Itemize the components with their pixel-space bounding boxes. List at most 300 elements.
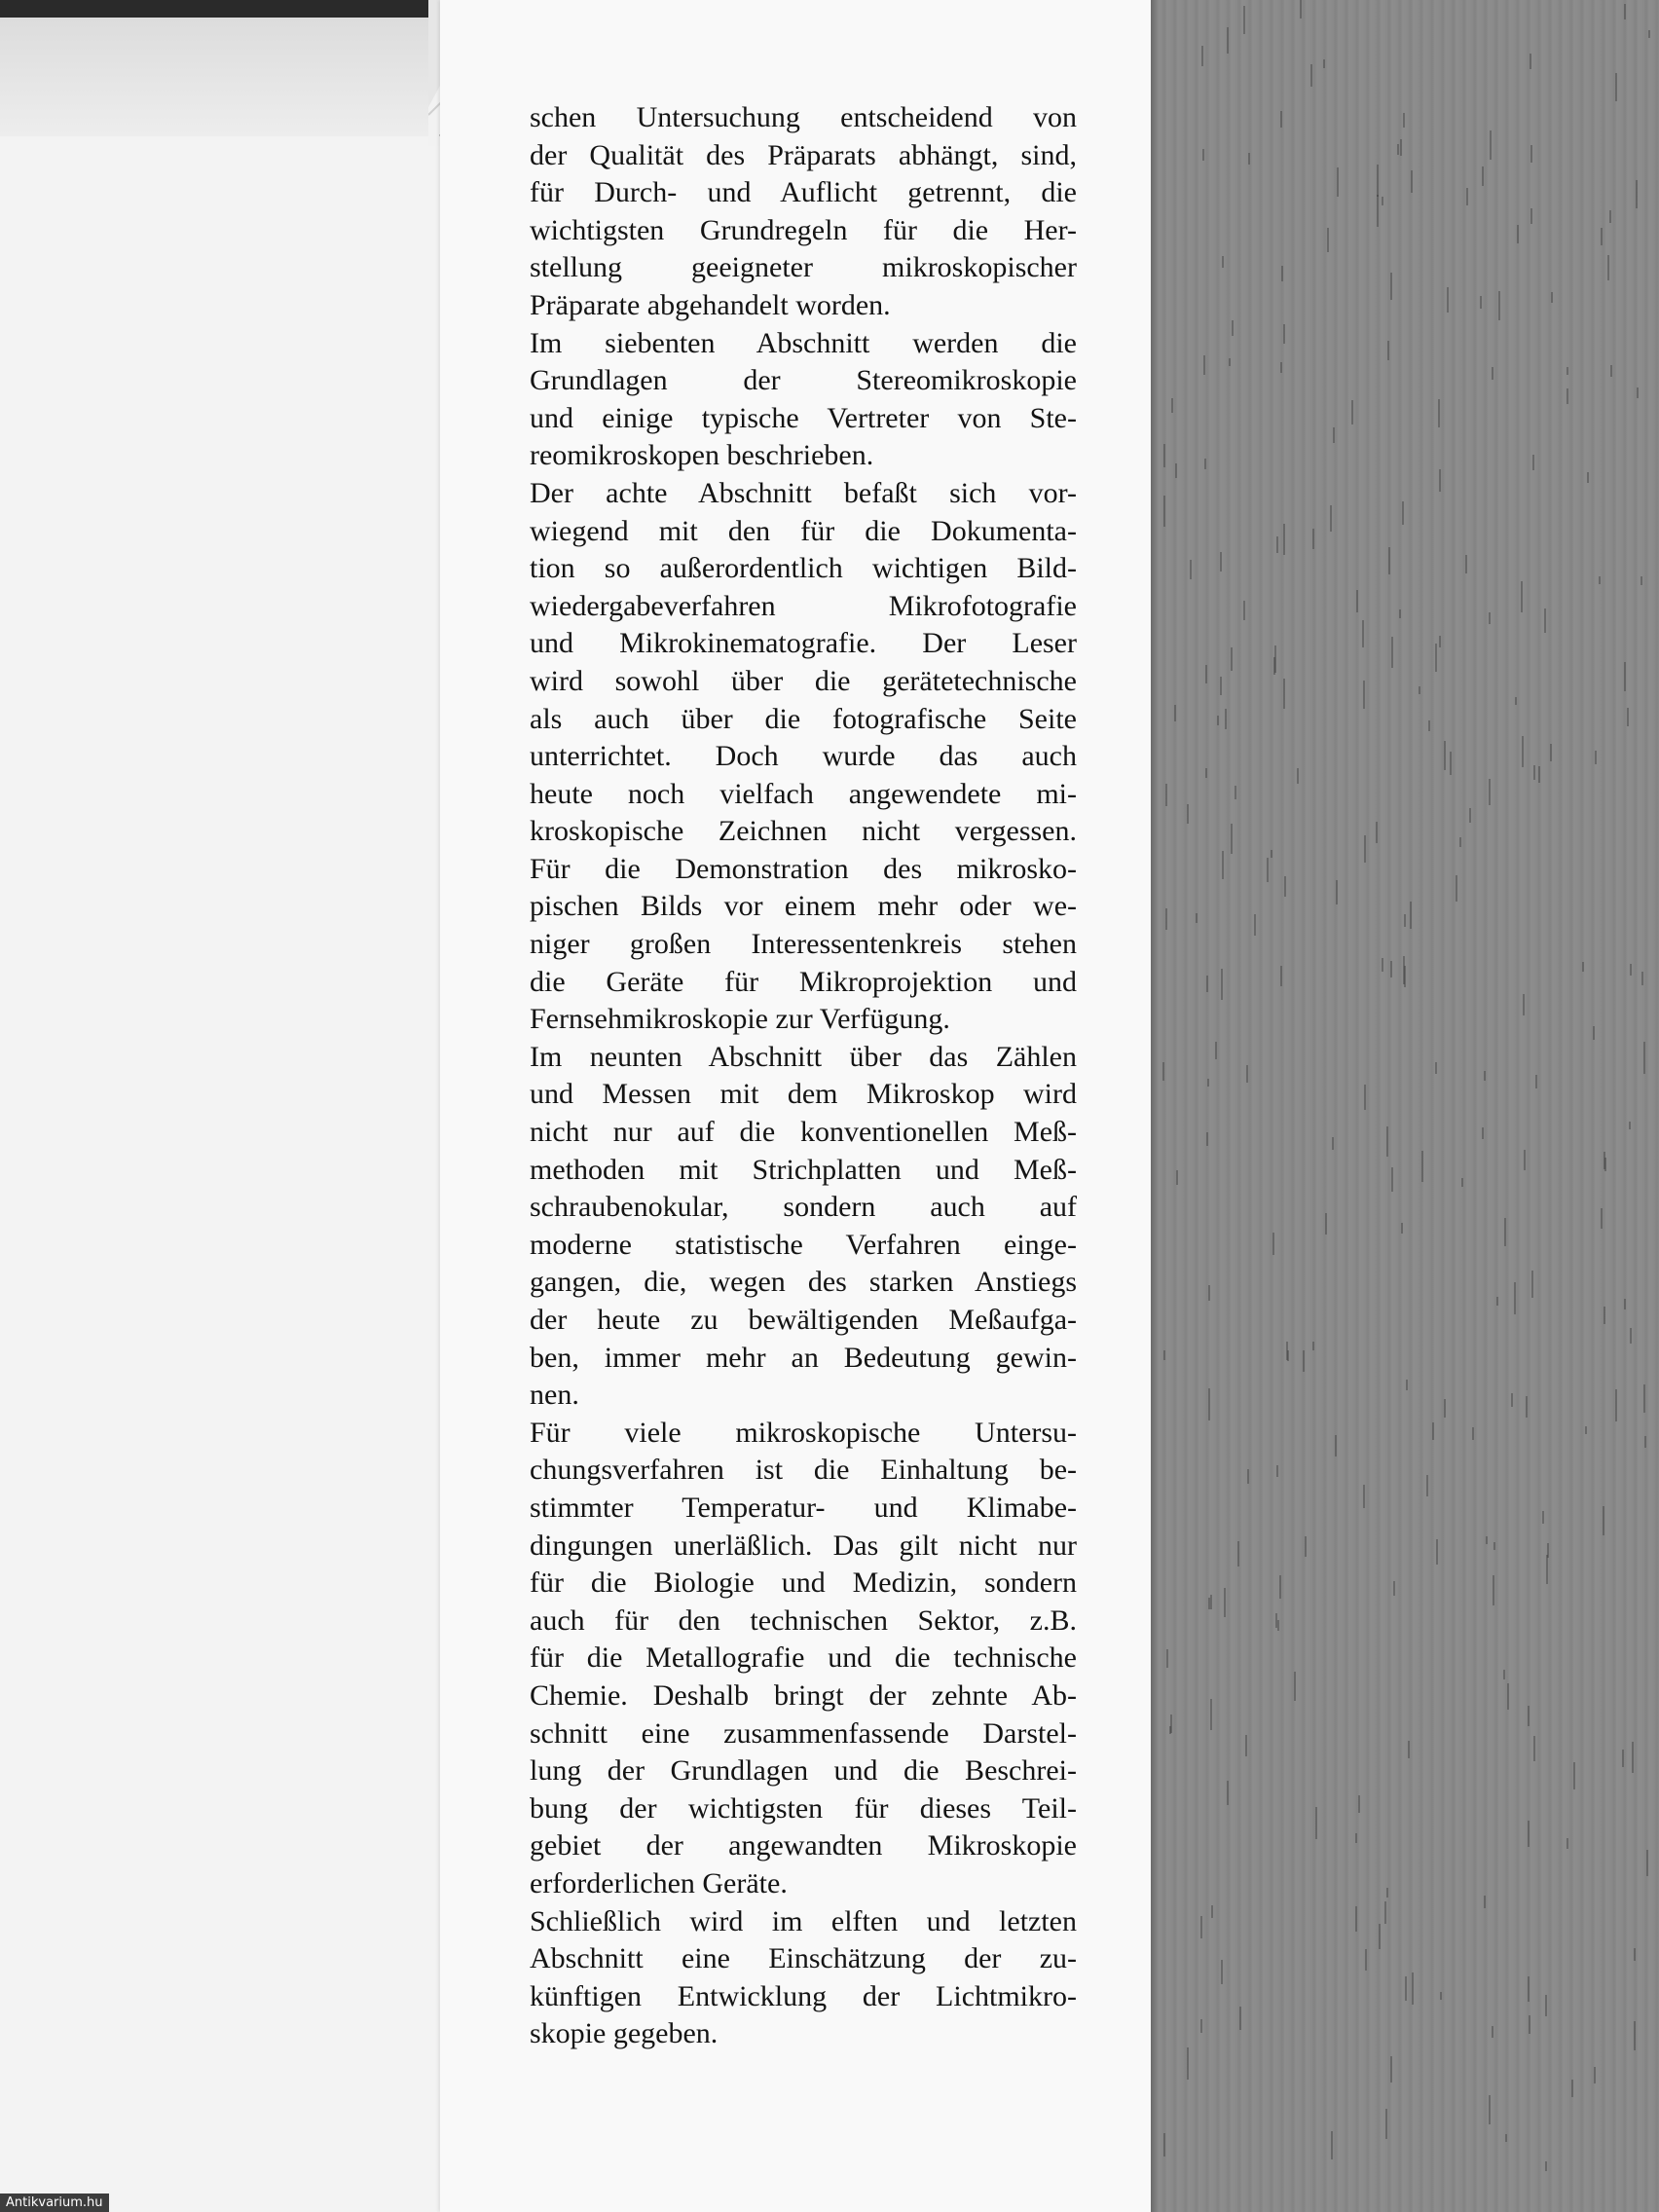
- wood-grain-mark: [1210, 1595, 1212, 1609]
- wood-grain-mark: [1428, 720, 1430, 731]
- wood-grain-mark: [1174, 705, 1176, 721]
- wood-grain-mark: [1615, 73, 1617, 101]
- text-line: chungsverfahren ist die Einhaltung be-: [530, 1454, 1077, 1487]
- wood-grain-mark: [1521, 581, 1523, 612]
- wood-grain-mark: [1217, 716, 1219, 725]
- wood-grain-mark: [1283, 324, 1285, 344]
- text-line: schen Untersuchung entscheidend von: [530, 101, 1077, 133]
- text-line: schnitt eine zusammenfassende Darstel-: [530, 1716, 1077, 1750]
- text-line: für die Metallografie und die technische: [530, 1641, 1077, 1675]
- wood-grain-mark: [1210, 1699, 1212, 1730]
- wood-grain-mark: [1171, 398, 1173, 413]
- wood-grain-mark: [1436, 1539, 1438, 1565]
- text-line: gangen, die, wegen des starken Anstiegs: [530, 1266, 1077, 1299]
- wood-grain-mark: [1284, 876, 1286, 897]
- wood-grain-mark: [1248, 153, 1250, 165]
- wood-grain-mark: [1391, 1167, 1393, 1192]
- wood-grain-mark: [1486, 1536, 1488, 1544]
- wood-grain-mark: [1622, 1750, 1624, 1767]
- wood-grain-mark: [1382, 197, 1383, 205]
- wood-grain-mark: [1390, 2056, 1392, 2083]
- wood-grain-mark: [1582, 962, 1584, 972]
- wood-grain-mark: [1567, 388, 1568, 404]
- wood-grain-mark: [1542, 1511, 1544, 1524]
- wood-grain-mark: [1469, 808, 1471, 823]
- wood-grain-mark: [1404, 966, 1406, 987]
- paragraph: [530, 325, 1077, 475]
- wood-grain-mark: [1607, 255, 1609, 280]
- wood-grain-mark: [1402, 501, 1404, 525]
- wood-grain-mark: [1231, 824, 1233, 854]
- wood-grain-mark: [1221, 1960, 1223, 1984]
- wood-grain-mark: [1629, 1122, 1631, 1129]
- wood-grain-mark: [1221, 969, 1223, 1000]
- text-line: stimmter Temperatur- und Klimabe-: [530, 1491, 1077, 1524]
- wood-grain-mark: [1601, 1208, 1603, 1229]
- wood-grain-mark: [1203, 355, 1205, 375]
- wood-grain-mark: [1630, 1328, 1632, 1344]
- wood-grain-mark: [1466, 188, 1468, 205]
- wood-grain-mark: [1450, 752, 1452, 775]
- wood-grain-mark: [1411, 170, 1413, 193]
- wood-grain-mark: [1444, 741, 1446, 770]
- wood-grain-mark: [1243, 6, 1245, 34]
- wood-grain-mark: [1641, 972, 1643, 985]
- text-line: Im neunten Abschnitt über das Zählen: [530, 1040, 1077, 1073]
- wood-grain-mark: [1447, 287, 1449, 313]
- wood-grain-mark: [1355, 1833, 1357, 1843]
- text-line: Im siebenten Abschnitt werden die: [530, 326, 1077, 359]
- wood-grain-mark: [1551, 292, 1553, 303]
- wood-grain-mark: [1401, 1223, 1403, 1234]
- wood-grain-mark: [1386, 1126, 1388, 1157]
- wood-grain-mark: [1403, 113, 1405, 128]
- text-line: und einige typische Vertreter von Ste-: [530, 401, 1077, 434]
- body-text: [530, 99, 1077, 2053]
- wood-grain-mark: [1163, 1350, 1165, 1360]
- text-line: kroskopische Zeichnen nicht vergessen.: [530, 815, 1077, 848]
- wood-grain-mark: [1204, 459, 1206, 469]
- paragraph: [530, 1039, 1077, 1415]
- wood-grain-mark: [1648, 30, 1650, 38]
- wood-grain-mark: [1610, 365, 1612, 377]
- text-line: künftigen Entwicklung der Lichtmikro-: [530, 1979, 1077, 2012]
- wood-grain-mark: [1331, 2131, 1333, 2159]
- wood-grain-mark: [1530, 208, 1532, 224]
- wood-grain-mark: [1358, 1795, 1360, 1813]
- wood-grain-mark: [1165, 784, 1167, 806]
- wood-grain-mark: [1482, 166, 1484, 186]
- wood-grain-mark: [1646, 1850, 1648, 1876]
- wood-grain-mark: [1200, 2019, 1202, 2033]
- wood-grain-mark: [1220, 552, 1222, 571]
- wood-grain-mark: [1323, 59, 1325, 68]
- text-line: und Messen mit dem Mikroskop wird: [530, 1078, 1077, 1111]
- wood-grain-mark: [1498, 291, 1500, 320]
- wood-grain-mark: [1587, 472, 1589, 483]
- wood-grain-mark: [1419, 686, 1420, 694]
- wood-grain-mark: [1643, 1042, 1645, 1074]
- wood-grain-mark: [1356, 590, 1358, 612]
- wood-grain-mark: [1239, 2007, 1241, 2030]
- text-line: schraubenokular, sondern auch auf: [530, 1191, 1077, 1224]
- paragraph: [530, 475, 1077, 1039]
- wood-grain-mark: [1489, 779, 1491, 805]
- wood-grain-mark: [1482, 1127, 1484, 1139]
- text-line: reomikroskopen beschrieben.: [530, 439, 874, 472]
- wood-grain-mark: [1196, 913, 1198, 923]
- text-line: die Geräte für Mikroprojektion und: [530, 965, 1077, 998]
- wood-grain-mark: [1277, 1620, 1279, 1631]
- wood-grain-mark: [1276, 1465, 1278, 1477]
- wood-grain-mark: [1535, 1075, 1537, 1088]
- wood-grain-mark: [1388, 547, 1390, 574]
- wood-grain-mark: [1604, 1307, 1605, 1324]
- wood-grain-mark: [1393, 1581, 1395, 1596]
- text-line: Präparate abgehandelt worden.: [530, 288, 891, 321]
- wood-grain-mark: [1364, 835, 1366, 863]
- text-line: gebiet der angewandten Mikroskopie: [530, 1829, 1077, 1862]
- text-line: heute noch vielfach angewendete mi-: [530, 777, 1077, 810]
- wood-grain-mark: [1641, 576, 1642, 585]
- paragraph: [530, 99, 1077, 325]
- wood-grain-mark: [1220, 677, 1222, 695]
- wood-grain-mark: [1593, 1026, 1595, 1040]
- wood-grain-mark: [1362, 620, 1364, 647]
- wood-grain-mark: [1627, 708, 1629, 726]
- wood-grain-mark: [1480, 296, 1482, 309]
- wood-grain-mark: [1538, 766, 1540, 783]
- text-line: für die Biologie und Medizin, sondern: [530, 1567, 1077, 1600]
- wood-grain-mark: [1522, 736, 1524, 767]
- text-line: pischen Bilds vor einem mehr oder we-: [530, 890, 1077, 923]
- wood-grain-mark: [1511, 1393, 1513, 1407]
- wood-grain-mark: [1235, 786, 1236, 799]
- text-line: moderne statistische Verfahren einge-: [530, 1228, 1077, 1261]
- text-line: und Mikrokinematografie. Der Leser: [530, 627, 1077, 660]
- wood-grain-mark: [1310, 64, 1312, 87]
- page-shadow-band: [0, 18, 458, 142]
- wood-grain-mark: [1280, 362, 1282, 373]
- paragraph: [530, 1415, 1077, 1903]
- wood-grain-mark: [1599, 576, 1601, 584]
- wood-grain-mark: [1211, 1905, 1213, 1918]
- wood-grain-mark: [1405, 1976, 1407, 2001]
- wood-grain-mark: [1336, 880, 1338, 904]
- wood-grain-mark: [1390, 961, 1392, 977]
- wood-grain-mark: [1503, 1670, 1505, 1679]
- wood-grain-mark: [1272, 1233, 1274, 1255]
- text-line: tion so außerordentlich wichtigen Bild-: [530, 552, 1077, 585]
- text-line: der heute zu bewältigenden Meßaufga-: [530, 1304, 1077, 1336]
- text-line: skopie gegeben.: [530, 2017, 719, 2050]
- wood-grain-mark: [1432, 1422, 1434, 1440]
- wood-grain-mark: [1507, 1683, 1509, 1710]
- text-line: bung der wichtigsten für dieses Teil-: [530, 1791, 1077, 1825]
- text-line: wiedergabeverfahren Mikrofotografie: [530, 589, 1077, 622]
- wood-grain-mark: [1243, 601, 1245, 620]
- wood-grain-mark: [1532, 455, 1534, 470]
- wood-grain-mark: [1400, 139, 1402, 156]
- wood-grain-mark: [1492, 367, 1493, 380]
- wood-grain-mark: [1643, 1384, 1645, 1413]
- wood-grain-mark: [1222, 851, 1224, 879]
- wood-grain-mark: [1166, 1649, 1168, 1668]
- wood-grain-mark: [1528, 1976, 1530, 2002]
- wood-grain-mark: [1514, 1282, 1516, 1314]
- wood-grain-mark: [1162, 1062, 1164, 1081]
- wood-grain-mark: [1215, 1042, 1217, 1059]
- wood-grain-mark: [1493, 1575, 1494, 1605]
- wood-grain-mark: [1364, 1085, 1366, 1110]
- wood-grain-mark: [1202, 149, 1204, 161]
- wood-grain-mark: [1312, 529, 1314, 549]
- wood-grain-mark: [1332, 1137, 1334, 1150]
- wood-grain-mark: [1384, 1901, 1386, 1924]
- wood-grain-mark: [1363, 681, 1365, 709]
- wood-grain-mark: [1426, 1475, 1428, 1496]
- wood-grain-mark: [1276, 536, 1278, 553]
- wood-grain-mark: [1208, 1285, 1210, 1301]
- wood-grain-mark: [1254, 914, 1256, 936]
- wood-grain-mark: [1377, 195, 1379, 227]
- wood-grain-mark: [1594, 2067, 1596, 2083]
- text-line: Für die Demonstration des mikrosko-: [530, 852, 1077, 885]
- wood-grain-mark: [1303, 1350, 1305, 1372]
- wood-grain-mark: [1377, 165, 1379, 197]
- wood-grain-mark: [1273, 657, 1275, 675]
- wood-grain-mark: [1567, 367, 1568, 375]
- wood-grain-mark: [1435, 644, 1437, 672]
- wood-grain-mark: [1225, 709, 1227, 729]
- wood-grain-mark: [1175, 463, 1177, 478]
- wood-grain-mark: [1275, 1613, 1277, 1628]
- wood-grain-mark: [1237, 1541, 1239, 1567]
- text-line: ben, immer mehr an Bedeutung gewin-: [530, 1341, 1077, 1374]
- wood-grain-mark: [1245, 1735, 1247, 1756]
- wood-grain-mark: [1315, 1807, 1317, 1839]
- text-line: der Qualität des Präparats abhängt, sind,: [530, 138, 1077, 171]
- wood-grain-mark: [1530, 145, 1532, 163]
- wood-grain-mark: [1391, 637, 1393, 668]
- wood-grain-mark: [1229, 358, 1231, 366]
- wood-grain-mark: [1632, 1742, 1634, 1773]
- wood-grain-mark: [1634, 1948, 1636, 1961]
- wood-grain-mark: [1604, 1158, 1606, 1171]
- wood-grain-mark: [1232, 320, 1234, 336]
- wood-grain-mark: [1283, 679, 1285, 709]
- wood-grain-mark: [1644, 1436, 1646, 1448]
- wood-grain-mark: [1459, 837, 1461, 847]
- wood-grain-mark: [1300, 0, 1302, 18]
- wood-grain-mark: [1439, 636, 1441, 647]
- wood-grain-mark: [1496, 1297, 1498, 1306]
- wood-grain-mark: [1636, 180, 1638, 208]
- wood-grain-mark: [1267, 858, 1269, 882]
- text-line: erforderlichen Geräte.: [530, 1866, 788, 1899]
- text-line: Schließlich wird im elften und letzten: [530, 1904, 1077, 1937]
- wood-grain-mark: [1533, 1736, 1535, 1761]
- wood-grain-mark: [1444, 1399, 1446, 1418]
- wood-grain-mark: [1176, 1170, 1178, 1185]
- wood-grain-mark: [1412, 1972, 1414, 2005]
- wood-grain-mark: [1163, 444, 1165, 467]
- text-line: wiegend mit den für die Dokumenta-: [530, 514, 1077, 547]
- wood-grain-mark: [1227, 1781, 1229, 1805]
- wood-grain-mark: [1200, 1916, 1202, 1938]
- text-line: niger großen Interessentenkreis stehen: [530, 928, 1077, 961]
- text-line: nen.: [530, 1379, 579, 1412]
- text-line: dingungen unerläßlich. Das gilt nicht nur: [530, 1529, 1077, 1562]
- wood-grain-mark: [1624, 1299, 1626, 1309]
- wood-grain-mark: [1492, 2026, 1493, 2038]
- wood-grain-mark: [1385, 2109, 1387, 2139]
- wood-grain-mark: [1208, 1388, 1210, 1420]
- text-line: nicht nur auf die konventionellen Meß-: [530, 1116, 1077, 1149]
- left-page-sheet: [0, 136, 441, 2212]
- wood-grain-mark: [1609, 210, 1611, 223]
- wood-grain-mark: [1281, 266, 1283, 281]
- wood-grain-mark: [1461, 1178, 1463, 1187]
- wood-grain-mark: [1439, 469, 1441, 492]
- wood-grain-mark: [1279, 1575, 1281, 1599]
- paragraph: [530, 1903, 1077, 2053]
- wood-grain-mark: [1227, 27, 1229, 54]
- wood-grain-mark: [1567, 1838, 1568, 1849]
- wood-grain-mark: [1624, 662, 1626, 691]
- wood-grain-mark: [1595, 751, 1597, 764]
- wood-grain-mark: [1387, 341, 1389, 360]
- wood-grain-mark: [1615, 1389, 1617, 1421]
- wood-grain-mark: [1634, 2021, 1636, 2050]
- wood-grain-mark: [1205, 665, 1207, 683]
- wood-grain-mark: [1280, 111, 1282, 128]
- wood-grain-mark: [1201, 46, 1203, 66]
- wood-grain-mark: [1504, 1218, 1506, 1246]
- wood-grain-mark: [1528, 1821, 1530, 1847]
- wood-grain-mark: [1524, 1150, 1526, 1170]
- wood-grain-mark: [1206, 1132, 1208, 1146]
- wood-grain-mark: [1330, 505, 1332, 532]
- wood-grain-mark: [1472, 1427, 1474, 1440]
- wood-grain-mark: [1404, 914, 1406, 927]
- wood-grain-mark: [1465, 555, 1467, 573]
- wood-grain-mark: [1630, 964, 1632, 976]
- wood-grain-mark: [1421, 1151, 1423, 1182]
- wood-grain-mark: [1390, 273, 1392, 300]
- wood-grain-mark: [1382, 958, 1383, 972]
- wood-grain-mark: [1287, 1350, 1289, 1361]
- text-line: methoden mit Strichplatten und Meß-: [530, 1153, 1077, 1186]
- wood-grain-mark: [1546, 1555, 1548, 1584]
- wood-grain-mark: [1637, 387, 1639, 398]
- text-line: lung der Grundlagen und die Beschrei-: [530, 1754, 1077, 1788]
- wood-grain-mark: [1585, 1426, 1587, 1434]
- wood-grain-mark: [1505, 2134, 1507, 2142]
- wood-grain-mark: [1379, 1924, 1381, 1949]
- wood-grain-mark: [1515, 697, 1517, 705]
- wood-grain-mark: [1305, 1536, 1307, 1557]
- wood-grain-mark: [1280, 966, 1282, 986]
- wood-grain-mark: [1206, 976, 1208, 992]
- wood-grain-mark: [1490, 130, 1492, 160]
- text-line: für Durch- und Auflicht getrennt, die: [530, 176, 1077, 209]
- text-line: Chemie. Deshalb bringt der zehnte Ab-: [530, 1678, 1077, 1712]
- wood-grain-mark: [1545, 2161, 1547, 2171]
- wood-grain-mark: [1363, 1485, 1365, 1508]
- wood-grain-mark: [1571, 2080, 1573, 2097]
- wood-grain-mark: [1222, 256, 1224, 268]
- wood-grain-mark: [1544, 608, 1546, 633]
- wood-grain-mark: [1169, 1726, 1171, 1734]
- wood-grain-mark: [1335, 1435, 1337, 1456]
- wood-grain-mark: [1247, 1469, 1249, 1484]
- wood-grain-mark: [1187, 804, 1189, 824]
- wood-grain-mark: [1484, 1896, 1486, 1908]
- wood-grain-mark: [1327, 228, 1329, 252]
- text-line: Der achte Abschnitt befaßt sich vor-: [530, 476, 1077, 509]
- wood-grain-mark: [1438, 399, 1440, 427]
- wooden-background: [1151, 0, 1659, 2212]
- wood-grain-mark: [1297, 768, 1299, 784]
- wood-grain-mark: [1550, 744, 1552, 761]
- wood-grain-mark: [1205, 768, 1207, 778]
- wood-grain-mark: [1601, 228, 1603, 245]
- text-line: auch für den technischen Sektor, z.B.: [530, 1604, 1077, 1637]
- wood-grain-mark: [1517, 225, 1519, 243]
- watermark: Antikvarium.hu: [0, 2194, 109, 2212]
- wood-grain-mark: [1165, 908, 1167, 930]
- wood-grain-mark: [1531, 1271, 1533, 1298]
- wood-grain-mark: [1294, 1672, 1296, 1701]
- text-line: Grundlagen der Stereomikroskopie: [530, 364, 1077, 397]
- wood-grain-mark: [1231, 647, 1233, 671]
- wood-grain-mark: [1573, 1762, 1575, 1789]
- wood-grain-mark: [1489, 2095, 1491, 2124]
- wood-grain-mark: [1399, 609, 1401, 618]
- wood-grain-mark: [1246, 1065, 1248, 1083]
- wood-grain-mark: [1337, 167, 1339, 197]
- wood-grain-mark: [1523, 994, 1525, 1015]
- wood-grain-mark: [1529, 2015, 1530, 2034]
- text-line: wird sowohl über die gerätetechnische: [530, 664, 1077, 697]
- wood-grain-mark: [1545, 1995, 1547, 2016]
- wood-grain-mark: [1163, 496, 1165, 527]
- wood-grain-mark: [1406, 1380, 1408, 1390]
- text-line: Abschnitt eine Einschätzung der zu-: [530, 1942, 1077, 1975]
- wood-grain-mark: [1528, 1706, 1530, 1726]
- wood-grain-mark: [1224, 1588, 1226, 1617]
- text-line: Für viele mikroskopische Untersu-: [530, 1416, 1077, 1449]
- text-line: stellung geeigneter mikroskopischer: [530, 251, 1077, 284]
- wood-grain-mark: [1365, 1949, 1367, 1971]
- wood-grain-mark: [1489, 612, 1491, 624]
- wood-grain-mark: [1397, 144, 1399, 155]
- text-line: Fernsehmikroskopie zur Verfügung.: [530, 1003, 950, 1036]
- wood-grain-mark: [1207, 1079, 1209, 1087]
- wood-grain-mark: [1408, 1741, 1410, 1758]
- wood-grain-mark: [1484, 1071, 1486, 1081]
- wood-grain-mark: [1333, 427, 1335, 443]
- wood-grain-mark: [1351, 400, 1353, 424]
- text-line: wichtigsten Grundregeln für die Her-: [530, 213, 1077, 246]
- wood-grain-mark: [1456, 875, 1457, 902]
- wood-grain-mark: [1410, 902, 1412, 929]
- wood-grain-mark: [1190, 560, 1192, 579]
- text-line: als auch über die fotografische Seite: [530, 702, 1077, 735]
- wood-grain-mark: [1440, 1992, 1442, 2000]
- wood-grain-mark: [1376, 822, 1378, 843]
